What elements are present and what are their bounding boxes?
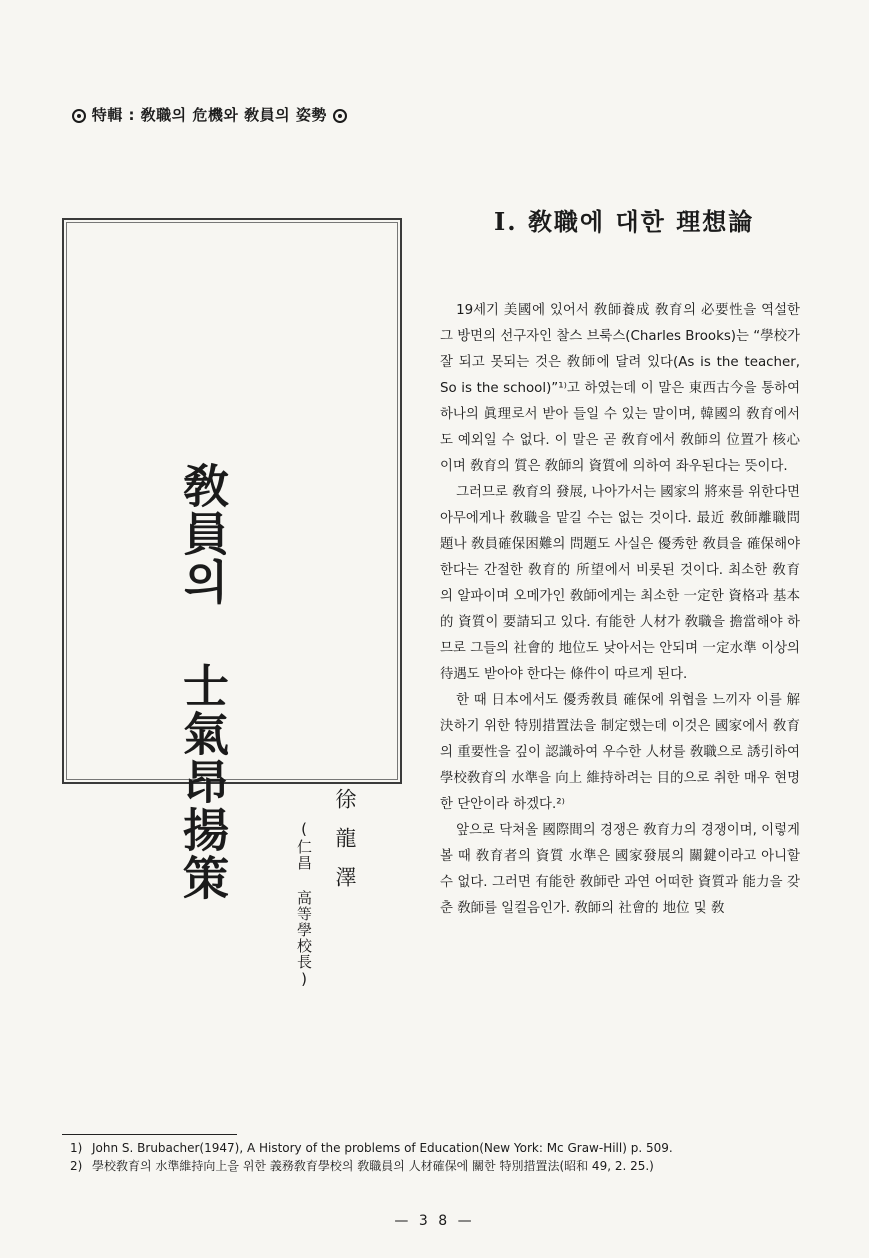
body-paragraph: 19세기 美國에 있어서 敎師養成 敎育의 必要性을 역설한 그 방면의 선구자인 찰스 브룩스(Charles Brooks)는 “學校가 잘 되고 못되는 것은 敎師에 달려 있다(As is the teacher, So is the school)”¹⁾고 하였는데 이 말은 東西古今을 통하여 하나의 眞理로서 받아 들일 수 있는 말이며, 韓國의 敎育에서도 예외일 수 없다. 이 말은 곧 敎育에서 敎師의 位置가 核心이며 敎育의 質은 敎師의 資質에 의하여 좌우된다는 뜻이다. (440, 303, 800, 474)
body-paragraph: 앞으로 닥쳐올 國際間의 경쟁은 敎育力의 경쟁이며, 이렇게 볼 때 敎育者의 資質 水準은 國家發展의 關鍵이라고 아니할 수 없다. 그러면 有能한 敎師란 과연 어떠한 資質과 能力을 갖춘 敎師를 일컬음인가. 敎師의 社會的 地位 및 敎 (440, 823, 800, 916)
feature-header-text: 特輯 : 敎職의 危機와 敎員의 姿勢 (91, 106, 327, 124)
author-affiliation: (仁昌 高等學校長) (295, 820, 313, 989)
footnote (70, 1140, 810, 1156)
footnote (70, 1158, 810, 1174)
page-number: — 3 8 — (394, 1213, 475, 1229)
title-frame (62, 218, 402, 784)
bullseye-icon (72, 109, 86, 123)
article-author: 徐龍澤 (333, 788, 357, 905)
article-title: 敎員의 士氣昂揚策 (176, 462, 230, 902)
feature-header (72, 104, 347, 125)
footnotes (70, 1140, 810, 1174)
section-heading: Ⅰ. 敎職에 대한 理想論 (494, 207, 755, 236)
footnote-divider (62, 1134, 237, 1135)
body-paragraph: 그러므로 敎育의 發展, 나아가서는 國家의 將來를 위한다면 아무에게나 敎職을 맡길 수는 없는 것이다. 最近 敎師離職問題나 敎員確保困難의 問題도 사실은 優秀한 敎員을 確保해야 한다는 간절한 敎育的 所望에서 비롯된 것이다. 최소한 敎育의 알파이며 오메가인 敎師에게는 최소한 一定한 資格과 基本的 資質이 要請되고 있다. 有能한 人材가 敎職을 擔當해야 하므로 그들의 社會的 地位도 낮아서는 안되며 一定水準 이상의 待遇도 받아야 한다는 條件이 따르게 된다. (440, 485, 800, 682)
body-paragraph: 한 때 日本에서도 優秀敎員 確保에 위협을 느끼자 이를 解決하기 위한 特別措置法을 制定했는데 이것은 國家에서 敎育의 重要性을 깊이 認識하여 우수한 人材를 敎職으로 誘引하여 學校敎育의 水準을 向上 維持하려는 目的으로 취한 매우 현명한 단안이라 하겠다.²⁾ (440, 693, 800, 812)
article-body (440, 298, 800, 922)
footnote-text: John S. Brubacher(1947), A History of the problems of Education(New York: Mc Graw-Hill) p. 509. (92, 1141, 673, 1155)
footnote-text: 學校敎育의 水準維持向上을 위한 義務敎育學校의 敎職員의 人材確保에 關한 特別措置法(昭和 49, 2. 25.) (92, 1159, 654, 1173)
bullseye-icon (333, 109, 347, 123)
footnote-number: 1) (70, 1141, 83, 1155)
footnote-number: 2) (70, 1159, 83, 1173)
